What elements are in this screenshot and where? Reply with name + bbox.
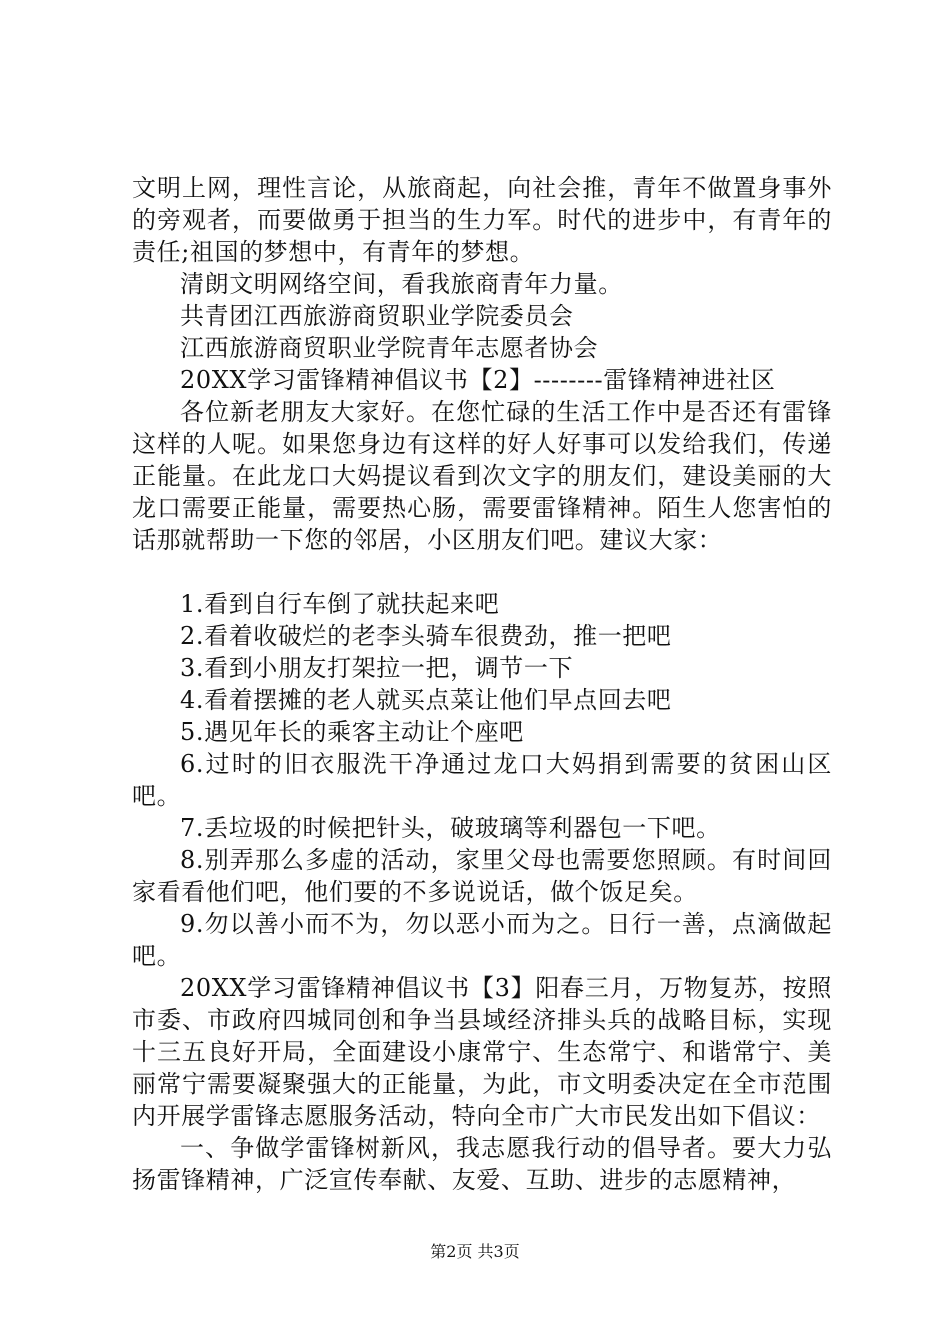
page-footer: 第2页 共3页 [430, 1242, 520, 1261]
paragraph: 共青团江西旅游商贸职业学院委员会 [180, 302, 574, 330]
list-item: 5.遇见年长的乘客主动让个座吧 [180, 718, 524, 746]
paragraph: 江西旅游商贸职业学院青年志愿者协会 [180, 334, 599, 362]
paragraph: 一、争做学雷锋树新风，我志愿我行动的倡导者。要大力弘扬雷锋精神，广泛宣传奉献、友爱、互助、进步的志愿精神， [132, 1134, 832, 1194]
list-item: 8.别弄那么多虚的活动，家里父母也需要您照顾。有时间回家看看他们吧，他们要的不多说说话，做个饭足矣。 [132, 846, 832, 906]
paragraph: 清朗文明网络空间，看我旅商青年力量。 [180, 270, 623, 298]
document-body [132, 172, 832, 1196]
list-item: 2.看着收破烂的老李头骑车很费劲，推一把吧 [180, 622, 672, 650]
paragraph: 20XX学习雷锋精神倡议书【3】阳春三月，万物复苏，按照市委、市政府四城同创和争当县域经济排头兵的战略目标，实现十三五良好开局，全面建设小康常宁、生态常宁、和谐常宁、美丽常宁需要凝聚强大的正能量，为此，市文明委决定在全市范围内开展学雷锋志愿服务活动，特向全市广大市民发出如下倡议： [132, 974, 832, 1130]
blank-line [132, 556, 832, 588]
list-item: 3.看到小朋友打架拉一把，调节一下 [180, 654, 574, 682]
paragraph: 文明上网，理性言论，从旅商起，向社会推，青年不做置身事外的旁观者，而要做勇于担当的生力军。时代的进步中，有青年的责任;祖国的梦想中，有青年的梦想。 [132, 174, 832, 266]
list-item: 1.看到自行车倒了就扶起来吧 [180, 590, 500, 618]
section-heading: 20XX学习雷锋精神倡议书【2】--------雷锋精神进社区 [180, 366, 776, 394]
list-item: 6.过时的旧衣服洗干净通过龙口大妈捐到需要的贫困山区吧。 [132, 750, 832, 810]
list-item: 7.丢垃圾的时候把针头，破玻璃等利器包一下吧。 [180, 814, 721, 842]
list-item: 4.看着摆摊的老人就买点菜让他们早点回去吧 [180, 686, 672, 714]
paragraph: 各位新老朋友大家好。在您忙碌的生活工作中是否还有雷锋这样的人呢。如果您身边有这样的好人好事可以发给我们，传递正能量。在此龙口大妈提议看到次文字的朋友们，建设美丽的大龙口需要正能量，需要热心肠，需要雷锋精神。陌生人您害怕的话那就帮助一下您的邻居，小区朋友们吧。建议大家： [132, 398, 832, 554]
list-item: 9.勿以善小而不为，勿以恶小而为之。日行一善，点滴做起吧。 [132, 910, 832, 970]
